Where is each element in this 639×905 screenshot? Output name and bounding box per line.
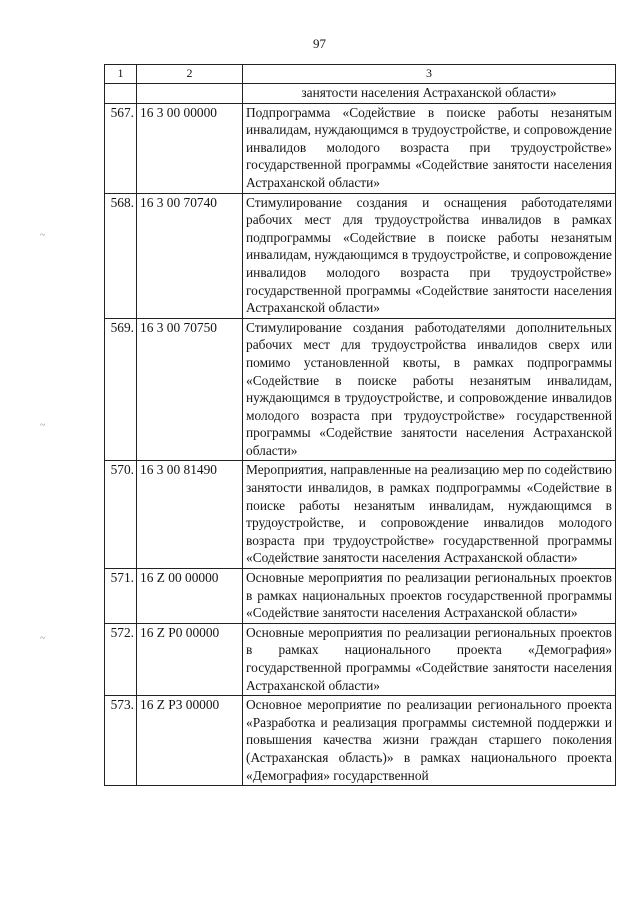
table-header-row bbox=[105, 65, 616, 84]
row-number: 568. bbox=[105, 193, 137, 318]
row-description: Основное мероприятие по реализации регионального проекта «Разработка и реализация программы системной поддержки и повышения качества жизни граждан старшего поколения (Астраханская область)» в рамках национального проекта «Демография» государственной bbox=[243, 696, 616, 786]
page-number: 97 bbox=[313, 36, 326, 51]
table-row bbox=[105, 623, 616, 695]
row-number: 572. bbox=[105, 623, 137, 695]
registry-table bbox=[104, 64, 616, 786]
table-row bbox=[105, 696, 616, 786]
column-header-number: 1 bbox=[105, 65, 137, 84]
row-number: 570. bbox=[105, 461, 137, 569]
row-code: 16 3 00 81490 bbox=[137, 461, 243, 569]
row-code-cell bbox=[137, 84, 243, 104]
row-description: Стимулирование создания и оснащения работодателями рабочих мест для трудоустройства инвалидов в рамках подпрограммы «Содействие в поиске работы незанятым инвалидам, нуждающимся в трудоустройстве, и сопровождение инвалидов молодого возраста при трудоустройстве» государственной программы «Содействие занятости населения Астраханской области» bbox=[243, 193, 616, 318]
table-row bbox=[105, 318, 616, 461]
row-description: Основные мероприятия по реализации региональных проектов в рамках национальных проектов государственной программы «Содействие занятости населения Астраханской области» bbox=[243, 569, 616, 624]
row-description: Мероприятия, направленные на реализацию мер по содействию занятости инвалидов, в рамках подпрограммы «Содействие в поиске работы незанятым инвалидам, нуждающимся в трудоустройстве, и сопровождение инвалидов молодого возраста при трудоустройстве» государственной программы «Содействие занятости населения Астраханской области» bbox=[243, 461, 616, 569]
row-description: Стимулирование создания работодателями дополнительных рабочих мест для трудоустройства инвалидов сверх или помимо установленной квоты, в рамках подпрограммы «Содействие в поиске работы незанятым инвалидам, нуждающимся в трудоустройстве, и сопровождение инвалидов молодого возраста при трудоустройстве» государственной программы «Содействие занятости населения Астраханской области» bbox=[243, 318, 616, 461]
row-description: занятости населения Астраханской области» bbox=[243, 84, 616, 104]
table-row bbox=[105, 193, 616, 318]
row-number-cell bbox=[105, 84, 137, 104]
table-row bbox=[105, 569, 616, 624]
row-code: 16 Z 00 00000 bbox=[137, 569, 243, 624]
row-code: 16 3 00 70750 bbox=[137, 318, 243, 461]
column-header-description: 3 bbox=[243, 65, 616, 84]
table-row bbox=[105, 103, 616, 193]
row-number: 567. bbox=[105, 103, 137, 193]
row-number: 569. bbox=[105, 318, 137, 461]
table-row bbox=[105, 461, 616, 569]
row-code: 16 3 00 70740 bbox=[137, 193, 243, 318]
row-number: 573. bbox=[105, 696, 137, 786]
row-number: 571. bbox=[105, 569, 137, 624]
margin-mark: ~ bbox=[40, 230, 46, 241]
margin-mark: ~ bbox=[40, 633, 46, 644]
column-header-code: 2 bbox=[137, 65, 243, 84]
row-code: 16 3 00 00000 bbox=[137, 103, 243, 193]
table-row-continuation bbox=[105, 84, 616, 104]
row-code: 16 Z P0 00000 bbox=[137, 623, 243, 695]
row-description: Основные мероприятия по реализации региональных проектов в рамках национального проекта «Демография» государственной программы «Содействие занятости населения Астраханской области» bbox=[243, 623, 616, 695]
margin-mark: ~ bbox=[40, 420, 46, 431]
row-description: Подпрограмма «Содействие в поиске работы незанятым инвалидам, нуждающимся в трудоустройстве, и сопровождение инвалидов молодого возраста при трудоустройстве» государственной программы «Содействие занятости населения Астраханской области» bbox=[243, 103, 616, 193]
row-code: 16 Z P3 00000 bbox=[137, 696, 243, 786]
